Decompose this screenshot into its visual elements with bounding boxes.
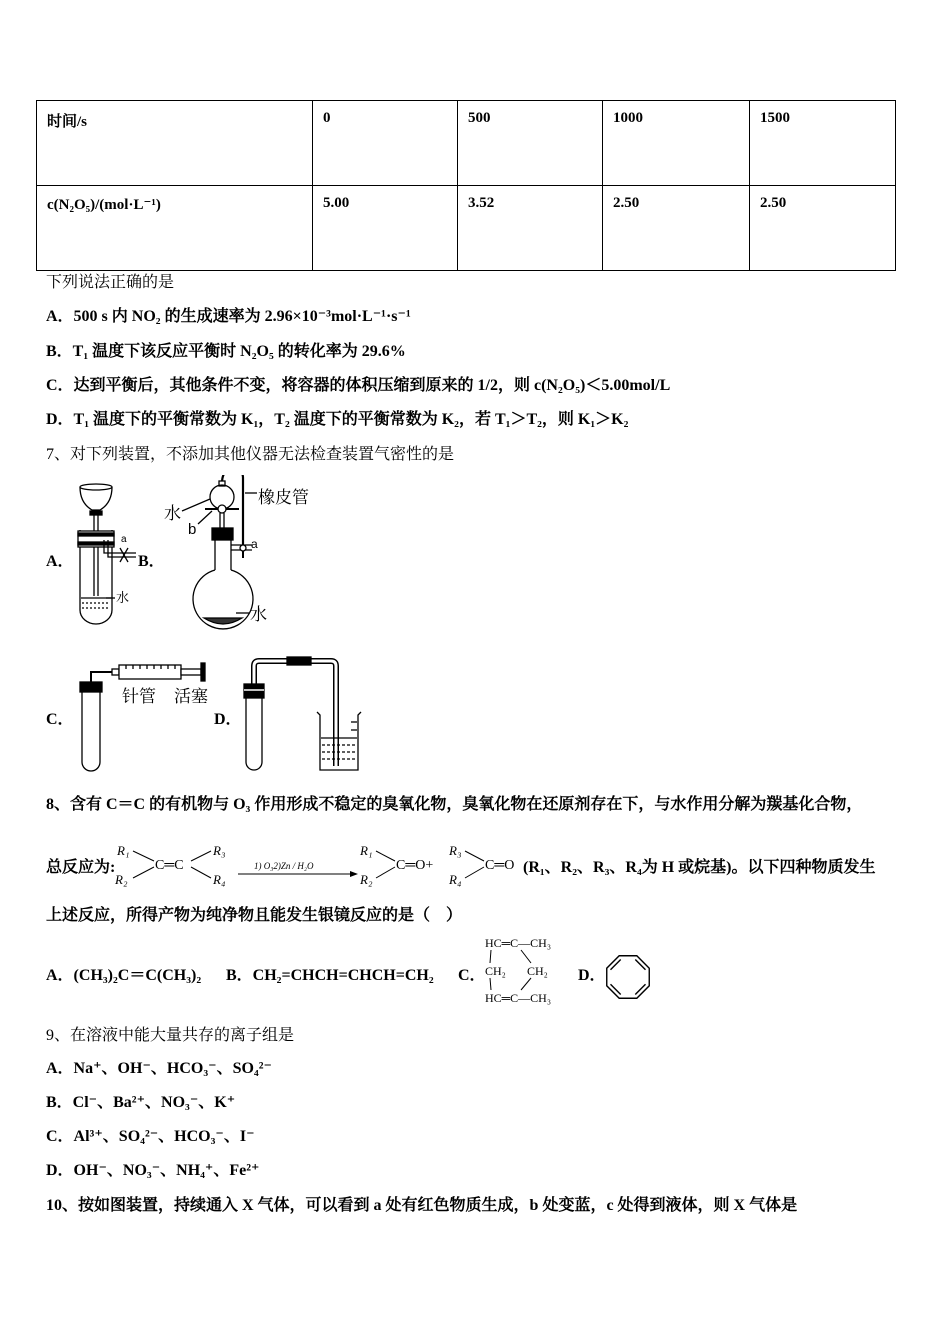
figure-apparatus-a-b	[60, 475, 340, 630]
ring-bond	[490, 978, 491, 990]
funnel-stopcock	[90, 511, 102, 515]
stopcock-b-knob	[218, 505, 226, 513]
structure-right: CH₂	[527, 964, 548, 978]
double-bond-line	[635, 984, 645, 994]
ring-bond	[521, 950, 531, 963]
rubber-connector-d	[287, 657, 311, 665]
ring-bond	[521, 978, 531, 990]
double-bond-line	[635, 960, 645, 970]
structure-bottom: HC═C—CH₃	[485, 991, 552, 1005]
double-bond-line	[611, 960, 621, 970]
label-needle: 针管	[122, 687, 156, 706]
reactant-r4: R₄	[213, 872, 226, 887]
q9-stem: 9、在溶液中能大量共存的离子组是	[46, 1027, 295, 1044]
reactant-r3: R₃	[213, 843, 226, 858]
label-water-bottom-b: 水	[250, 605, 267, 624]
stopper-b	[212, 528, 233, 540]
flask-water	[204, 618, 242, 624]
q7-label-b: B．	[138, 553, 165, 570]
figure-apparatus-c-d	[70, 652, 370, 777]
q9-option-c: C．Al³⁺、SO₄²⁻、HCO₃⁻、I⁻	[46, 1128, 255, 1145]
q8-reaction-suffix: (R₁、R₂、R₃、R₄为 H 或烷基)。以下四种物质发生	[523, 859, 876, 876]
bond	[191, 851, 211, 861]
bond	[133, 851, 154, 861]
table-row-time	[37, 101, 896, 186]
reaction-conditions: 1) O₃2)Zn / H₂O	[254, 861, 314, 871]
table-cell: 500	[458, 101, 603, 186]
q9-option-b: B．Cl⁻、Ba²⁺、NO₃⁻、K⁺	[46, 1094, 236, 1111]
structure-top: HC═C—CH₃	[485, 936, 552, 950]
table-cell: 1000	[603, 101, 750, 186]
test-tube-c	[82, 690, 100, 771]
q7-label-a: A．	[46, 553, 74, 570]
alkene-core: C═C	[155, 858, 184, 873]
carbonyl-product-2: C═O	[485, 858, 515, 873]
leader-stopcock	[198, 511, 212, 524]
label-side-valve-b: a	[251, 537, 258, 551]
q8-option-c-label: C．	[458, 967, 486, 984]
q8-stem: 8、含有 C＝C 的有机物与 O₃ 作用形成不稳定的臭氧化物，臭氧化物在还原剂存在下，与水作用分解为羰基化合物，	[46, 796, 863, 813]
bond	[376, 851, 395, 861]
plunger-handle	[201, 663, 205, 681]
label-rubber-tube: 橡皮管	[258, 488, 309, 507]
connector-tube-c	[91, 672, 114, 682]
bond	[191, 867, 211, 878]
q6-option-c: C．达到平衡后，其他条件不变，将容器的体积压缩到原来的 1/2，则 c(N₂O₅)＜5.00mol/L	[46, 377, 671, 394]
table-cell: 0	[313, 101, 458, 186]
delivery-tube-outer	[254, 661, 336, 766]
test-tube-d	[246, 697, 262, 770]
q8-option-d-label: D．	[578, 967, 606, 984]
table-cell: 2.50	[750, 186, 896, 271]
apparatus-d	[244, 657, 361, 770]
apparatus-c	[80, 663, 205, 771]
table-cell: 5.00	[313, 186, 458, 271]
q7-stem: 7、对下列装置，不添加其他仪器无法检查装置气密性的是	[46, 446, 455, 463]
label-plunger: 活塞	[174, 687, 208, 706]
q6-option-d: D．T₁ 温度下的平衡常数为 K₁，T₂ 温度下的平衡常数为 K₂，若 T₁＞T₂，则 K₁＞K₂	[46, 411, 629, 428]
product-r4: R₄	[449, 872, 462, 887]
reactant-r1: R₁	[117, 843, 130, 858]
syringe-plunger	[181, 669, 201, 675]
label-water-top-b: 水	[164, 504, 181, 523]
table-cell-time-header: 时间/s	[37, 101, 313, 186]
table-cell: 1500	[750, 101, 896, 186]
structure-left: CH₂	[485, 964, 506, 978]
table-cell: 3.52	[458, 186, 603, 271]
bond	[376, 867, 395, 878]
product-r1: R₁	[360, 843, 373, 858]
reaction-arrow-head	[350, 871, 358, 877]
syringe-tip	[112, 669, 119, 675]
octagon-ring	[607, 956, 650, 999]
bond	[465, 851, 484, 861]
q7-label-d: D．	[214, 711, 242, 728]
stopper-c	[80, 682, 102, 692]
label-stopcock-b: b	[188, 521, 197, 538]
concentration-table	[36, 100, 896, 271]
q6-option-a: A．500 s 内 NO₂ 的生成速率为 2.96×10⁻³mol·L⁻¹·s⁻¹	[46, 308, 411, 325]
table-row-concentration	[37, 186, 896, 271]
q8-stem-continued: 上述反应，所得产物为纯净物且能发生银镜反应的是（ ）	[46, 907, 463, 924]
q8-option-b: B．CH₂=CHCH=CHCH=CH₂	[226, 967, 434, 984]
ring-bond	[490, 950, 491, 963]
structure-cyclooctatetraene	[600, 950, 656, 1006]
delivery-tube-inner	[254, 661, 336, 766]
q6-stem: 下列说法正确的是	[46, 274, 175, 291]
double-bond-line	[611, 984, 621, 994]
funnel-rim	[80, 484, 112, 490]
q6-option-b: B．T₁ 温度下该反应平衡时 N₂O₅ 的转化率为 29.6%	[46, 343, 406, 360]
bond	[465, 867, 484, 878]
q7-label-c: C．	[46, 711, 74, 728]
label-water-a: 水	[116, 590, 130, 605]
apparatus-b	[182, 475, 257, 629]
product-r2: R₂	[360, 872, 373, 887]
stopper-d	[244, 684, 264, 698]
q8-reaction-prefix: 总反应为:	[46, 859, 116, 876]
q9-option-a: A．Na⁺、OH⁻、HCO₃⁻、SO₄²⁻	[46, 1060, 272, 1077]
table-cell: 2.50	[603, 186, 750, 271]
product-r3: R₃	[449, 843, 462, 858]
syringe-barrel	[119, 665, 181, 679]
structure-dimethylcyclohexadiene	[480, 930, 570, 1010]
q9-option-d: D．OH⁻、NO₃⁻、NH₄⁺、Fe²⁺	[46, 1162, 260, 1179]
bond	[133, 867, 154, 878]
table-cell-concentration-header: c(N₂O₅)/(mol·L⁻¹)	[37, 186, 313, 271]
carbonyl-product-1: C═O+	[396, 858, 434, 873]
label-clamp-a: a	[121, 534, 127, 545]
q10-stem: 10、按如图装置，持续通入 X 气体，可以看到 a 处有红色物质生成，b 处变蓝，c 处得到液体，则 X 气体是	[46, 1197, 798, 1214]
side-valve-knob	[240, 545, 246, 551]
reaction-scheme	[110, 836, 525, 894]
stopper-band	[78, 533, 114, 536]
q8-option-a: A．(CH₃)₂C＝C(CH₃)₂	[46, 967, 202, 984]
reactant-r2: R₂	[115, 872, 128, 887]
